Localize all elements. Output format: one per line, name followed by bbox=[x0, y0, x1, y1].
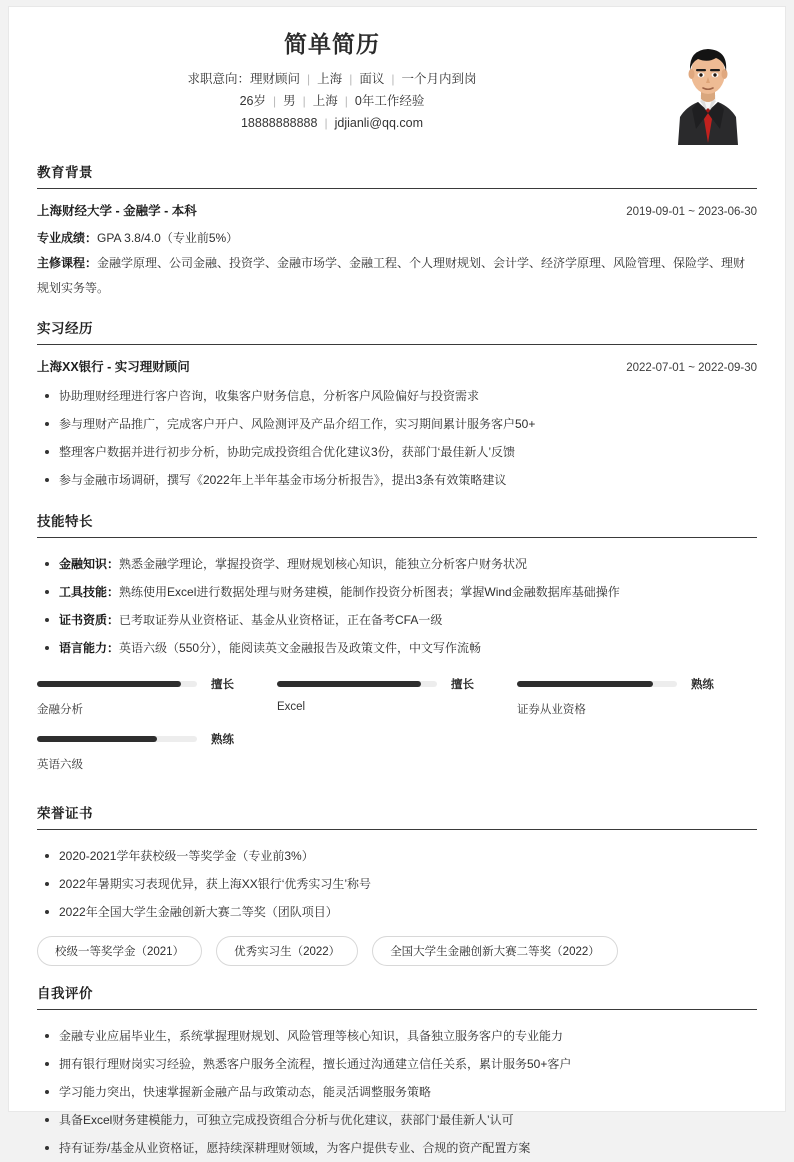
section-divider bbox=[37, 829, 757, 830]
skill-bar-grid bbox=[37, 676, 757, 786]
section-title-honors: 荣誉证书 bbox=[37, 806, 93, 821]
education-entry-head bbox=[37, 201, 757, 219]
list-item: 金融专业应届毕业生，系统掌握理财规划、风险管理等核心知识，具备独立服务客户的专业能力 bbox=[37, 1022, 757, 1050]
skill-item-label: 证书资质： bbox=[59, 613, 120, 627]
skill-item-text: 熟练使用Excel进行数据处理与财务建模，能制作投资分析图表；掌握Wind金融数据库基础操作 bbox=[119, 585, 620, 599]
skill-name-label: Excel bbox=[276, 701, 306, 713]
header-text-block bbox=[37, 27, 757, 134]
section-title-internship: 实习经历 bbox=[37, 321, 93, 336]
skill-item-label: 工具技能： bbox=[59, 585, 120, 599]
skill-level-label: 擅长 bbox=[211, 679, 234, 691]
meta-item: 0年工作经验 bbox=[354, 94, 425, 108]
skill-bar-row bbox=[37, 676, 277, 692]
skills-bullet-list bbox=[37, 550, 757, 662]
education-grade-label: 专业成绩： bbox=[37, 231, 98, 245]
skill-level-label: 擅长 bbox=[450, 679, 474, 691]
skill-bar-row bbox=[37, 731, 277, 747]
meta-item: jdjianli@qq.com bbox=[334, 116, 424, 130]
skill-bar-fill bbox=[37, 736, 157, 742]
education-grade-value: GPA 3.8/4.0（专业前5%） bbox=[97, 231, 239, 245]
section-skills bbox=[37, 510, 757, 786]
skill-bar-fill bbox=[37, 681, 181, 687]
list-item: 整理客户数据并进行初步分析，协助完成投资组合优化建议3份，获部门‘最佳新人’反馈 bbox=[37, 438, 757, 466]
section-title-education: 教育背景 bbox=[37, 165, 93, 180]
section-divider bbox=[37, 537, 757, 538]
list-item: 参与金融市场调研，撰写《2022年上半年基金市场分析报告》，提出3条有效策略建议 bbox=[37, 466, 757, 494]
internship-org: 上海XX银行 - 实习理财顾问 bbox=[37, 360, 190, 374]
skill-name-label: 英语六级 bbox=[37, 759, 83, 771]
education-courses-label: 主修课程： bbox=[37, 256, 98, 270]
meta-separator: | bbox=[344, 94, 348, 108]
meta-separator: | bbox=[391, 72, 395, 86]
list-item: 具备Excel财务建模能力，可独立完成投资组合分析与优化建议，获部门‘最佳新人’认可 bbox=[37, 1106, 757, 1134]
meta-item: 上海 bbox=[317, 72, 343, 86]
honors-bullet-list bbox=[37, 842, 757, 926]
list-item bbox=[37, 634, 757, 662]
section-internship bbox=[37, 317, 757, 494]
skill-level-label: 熟练 bbox=[690, 679, 714, 691]
skill-bar-row bbox=[277, 676, 517, 692]
section-divider bbox=[37, 1009, 757, 1010]
skill-item-text: 已考取证券从业资格证、基金从业资格证，正在备考CFA一级 bbox=[119, 613, 443, 627]
list-item bbox=[37, 606, 757, 634]
meta-separator: | bbox=[349, 72, 353, 86]
honor-chip-group bbox=[37, 936, 757, 966]
meta-separator: | bbox=[324, 116, 328, 130]
meta-line-contact bbox=[37, 112, 627, 134]
section-honors bbox=[37, 802, 757, 966]
education-date: 2019-09-01 ~ 2023-06-30 bbox=[626, 206, 757, 218]
skill-name-label: 证券从业资格 bbox=[516, 704, 586, 716]
meta-line-objective bbox=[37, 68, 627, 90]
skill-item-label: 金融知识： bbox=[59, 557, 120, 571]
section-divider bbox=[37, 344, 757, 345]
meta-line-personal bbox=[37, 90, 627, 112]
education-grade bbox=[37, 226, 757, 251]
meta-item: 上海 bbox=[312, 94, 338, 108]
section-divider bbox=[37, 188, 757, 189]
meta-separator: | bbox=[302, 94, 306, 108]
honor-chip: 全国大学生金融创新大赛二等奖（2022） bbox=[372, 936, 618, 966]
meta-item: 一个月内到岗 bbox=[401, 72, 477, 86]
meta-item: 求职意向：理财顾问 bbox=[187, 72, 301, 86]
list-item: 2020-2021学年获校级一等奖学金（专业前3%） bbox=[37, 842, 757, 870]
list-item: 拥有银行理财岗实习经验，熟悉客户服务全流程，擅长通过沟通建立信任关系，累计服务50+客户 bbox=[37, 1050, 757, 1078]
skill-level-label: 熟练 bbox=[211, 734, 234, 746]
internship-date: 2022-07-01 ~ 2022-09-30 bbox=[626, 362, 757, 374]
skill-bar-cell bbox=[277, 676, 517, 717]
list-item: 2022年全国大学生金融创新大赛二等奖（团队项目） bbox=[37, 898, 757, 926]
list-item: 参与理财产品推广，完成客户开户、风险测评及产品介绍工作，实习期间累计服务客户50+ bbox=[37, 410, 757, 438]
skill-bar-cell bbox=[517, 676, 757, 717]
meta-item: 面议 bbox=[359, 72, 385, 86]
list-item bbox=[37, 578, 757, 606]
skill-item-label: 语言能力： bbox=[59, 641, 120, 655]
skill-bar-track bbox=[517, 681, 677, 687]
list-item: 学习能力突出，快速掌握新金融产品与政策动态，能灵活调整服务策略 bbox=[37, 1078, 757, 1106]
skill-bar-cell bbox=[37, 676, 277, 717]
skill-bar-cell bbox=[37, 731, 277, 772]
skill-bar-fill bbox=[277, 681, 421, 687]
meta-item: 男 bbox=[283, 94, 296, 108]
meta-item: 18888888888 bbox=[240, 116, 318, 130]
skill-item-text: 英语六级（550分），能阅读英文金融报告及政策文件，中文写作流畅 bbox=[119, 641, 482, 655]
meta-separator: | bbox=[273, 94, 277, 108]
skill-name-label: 金融分析 bbox=[37, 704, 83, 716]
resume-header bbox=[37, 27, 757, 145]
list-item bbox=[37, 550, 757, 578]
resume-page bbox=[8, 6, 786, 1155]
education-org: 上海财经大学 - 金融学 - 本科 bbox=[37, 204, 197, 218]
section-title-skills: 技能特长 bbox=[37, 514, 93, 529]
skill-item-text: 熟悉金融学理论，掌握投资学、理财规划核心知识，能独立分析客户财务状况 bbox=[119, 557, 528, 571]
list-item: 协助理财经理进行客户咨询，收集客户财务信息，分析客户风险偏好与投资需求 bbox=[37, 382, 757, 410]
section-self-evaluation bbox=[37, 982, 757, 1162]
education-courses-value: 金融学原理、公司金融、投资学、金融市场学、金融工程、个人理财规划、会计学、经济学原理、风险管理、保险学、理财规划实务等。 bbox=[37, 256, 746, 295]
page-title: 简单简历 bbox=[284, 31, 380, 57]
section-education bbox=[37, 161, 757, 301]
self-evaluation-bullet-list bbox=[37, 1022, 757, 1162]
list-item: 持有证券/基金从业资格证，愿持续深耕理财领域，为客户提供专业、合规的资产配置方案 bbox=[37, 1134, 757, 1162]
skill-bar-track bbox=[37, 681, 197, 687]
internship-bullet-list bbox=[37, 382, 757, 494]
section-title-self-evaluation: 自我评价 bbox=[37, 986, 93, 1001]
skill-bar-track bbox=[277, 681, 437, 687]
skill-bar-fill bbox=[517, 681, 653, 687]
internship-entry-head bbox=[37, 357, 757, 375]
avatar bbox=[662, 33, 754, 145]
skill-bar-track bbox=[37, 736, 197, 742]
education-courses bbox=[37, 251, 757, 301]
list-item: 2022年暑期实习表现优异，获上海XX银行‘优秀实习生’称号 bbox=[37, 870, 757, 898]
meta-separator: | bbox=[307, 72, 311, 86]
skill-bar-row bbox=[517, 676, 757, 692]
meta-item: 26岁 bbox=[239, 94, 267, 108]
honor-chip: 优秀实习生（2022） bbox=[216, 936, 358, 966]
honor-chip: 校级一等奖学金（2021） bbox=[37, 936, 202, 966]
